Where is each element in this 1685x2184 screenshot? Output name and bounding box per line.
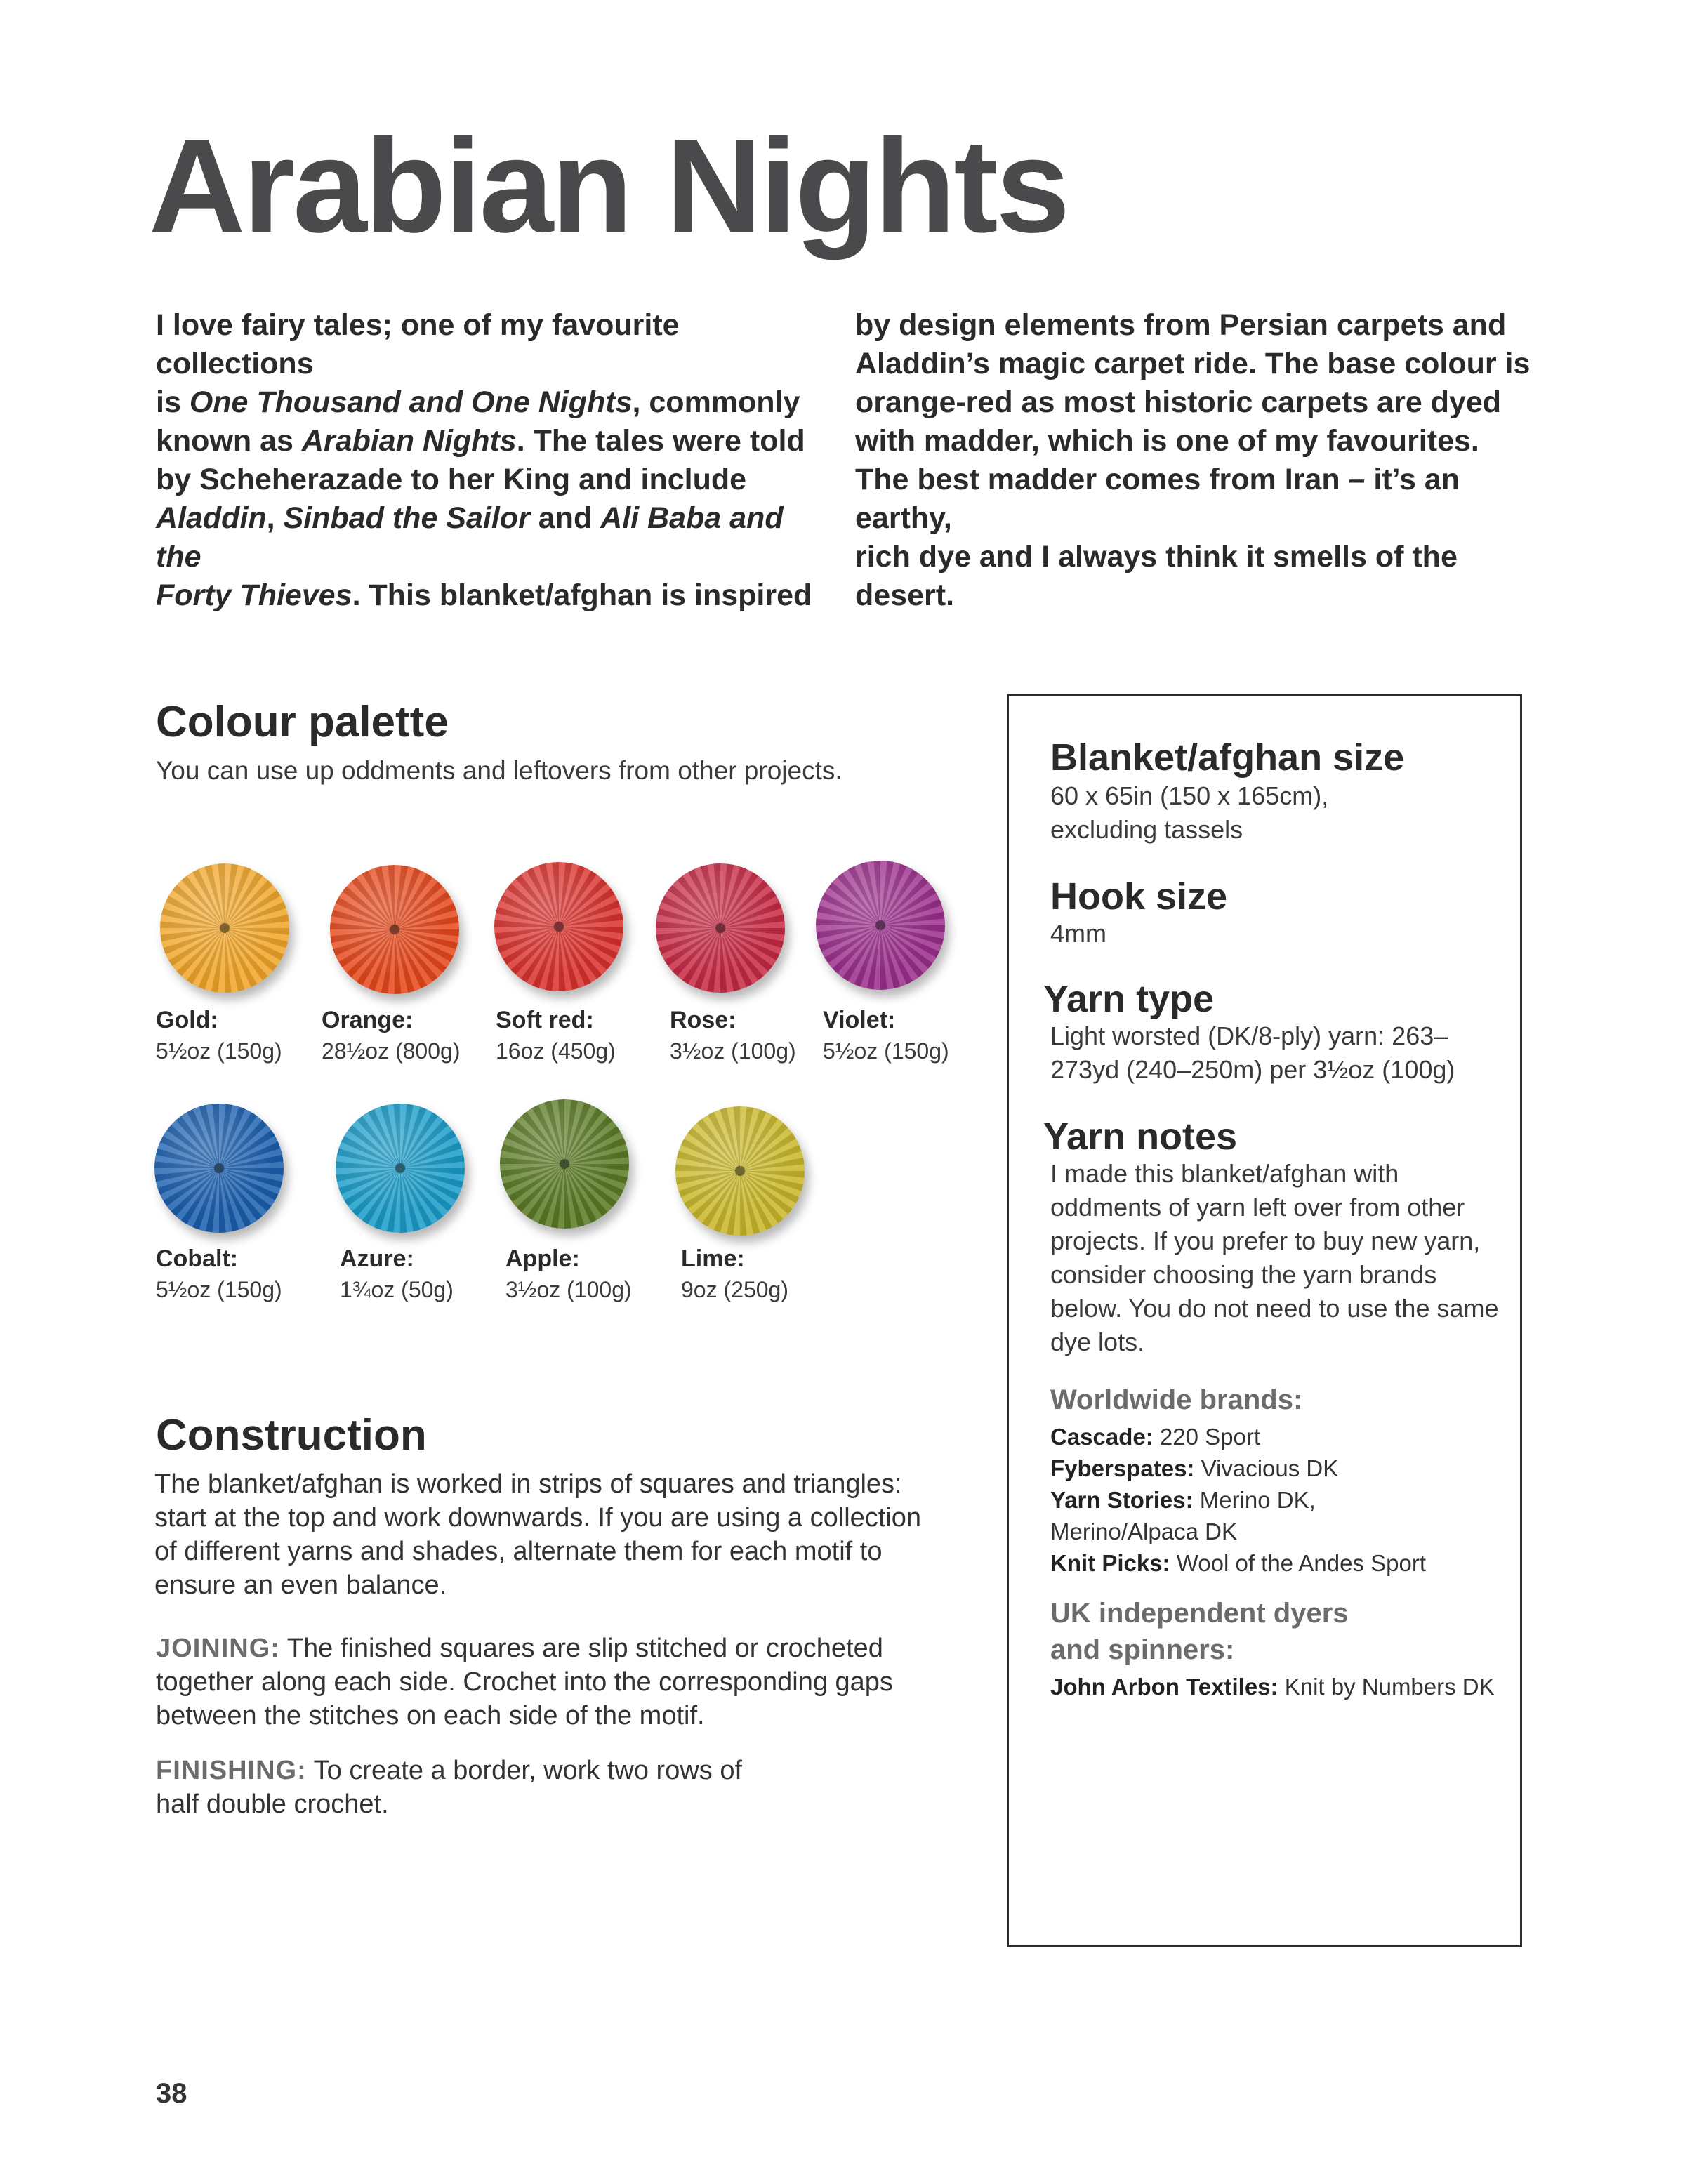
swatch-label-rose [670,1007,796,1064]
list-item [1050,1452,1500,1484]
intro-line [855,306,1550,345]
intro-title-italic: Arabian Nights [301,424,517,458]
swatch-apple-yarn-disc [500,1099,629,1229]
brand-product: Wool of the Andes Sport [1170,1550,1426,1576]
finishing-paragraph [156,1754,774,1821]
intro-title-italic: Aladdin [156,501,267,535]
intro-text: . This blanket/afghan is inspired [352,578,812,612]
intro-text: and [529,501,601,535]
swatch-quantity: 9oz (250g) [681,1277,788,1302]
swatch-cobalt-yarn-disc [154,1104,284,1233]
intro-text: The best madder comes from Iran – it’s an earthy, [855,463,1460,535]
swatch-name: Cobalt: [156,1245,239,1272]
uk-dyers-heading: UK independent dyers and spinners: [1050,1598,1349,1665]
intro-line [156,422,830,461]
intro-column-1 [156,306,830,615]
swatch-label-lime [681,1245,788,1303]
brand-product: Knit by Numbers DK [1278,1674,1495,1700]
hook-size-heading: Hook size [1050,875,1228,918]
intro-text: , commonly [632,385,800,419]
yarn-notes-text: I made this blanket/afghan with oddments of yarn left over from other projects. If you prefer to buy new yarn, consider choosing the yarn brands below. You do not need to use the same dye lots. [1050,1159,1499,1356]
swatch-label-cobalt [156,1245,282,1303]
swatch-gold [160,863,289,993]
swatch-label-soft-red [496,1007,616,1064]
swatch-label-azure [340,1245,454,1303]
intro-text: Aladdin’s magic carpet ride. The base colour is [855,347,1531,380]
swatch-orange [330,865,459,994]
intro-text: known as [156,424,302,458]
intro-text: I love fairy tales; one of my favourite collections [156,308,680,380]
intro-text: . The tales were told [516,424,805,458]
intro-text: is [156,385,190,419]
list-item [1050,1484,1345,1547]
swatch-rose-yarn-disc [656,863,785,993]
swatch-quantity: 5½oz (150g) [156,1277,282,1302]
intro-line [855,383,1550,422]
swatch-azure [336,1104,465,1233]
intro-line [855,538,1550,615]
joining-text: The finished squares are slip stitched or crocheted together along each side. Crochet into the corresponding gaps between the stitches on each side of the motif. [156,1634,893,1730]
construction-heading: Construction [156,1411,427,1460]
page-number: 38 [156,2078,187,2109]
swatch-name: Orange: [322,1007,414,1033]
swatch-orange-yarn-disc [330,865,459,994]
swatch-rose [656,863,785,993]
intro-line [156,306,830,383]
swatch-quantity: 3½oz (100g) [505,1277,632,1302]
intro-line [156,383,830,422]
intro-line [156,499,830,576]
yarn-type-text: Light worsted (DK/8-ply) yarn: 263–273yd (240–250m) per 3½oz (100g) [1050,1021,1455,1084]
intro-line [156,461,830,499]
joining-label: JOINING: [156,1634,280,1663]
intro-title-italic: Ali Baba and the [156,501,784,574]
yarn-notes-heading: Yarn notes [1043,1116,1238,1158]
worldwide-brands-heading: Worldwide brands: [1050,1384,1303,1415]
swatch-azure-yarn-disc [336,1104,465,1233]
finishing-label: FINISHING: [156,1756,307,1785]
brand-name: Yarn Stories: [1050,1487,1194,1513]
page-title: Arabian Nights [149,112,1069,260]
intro-text: , [266,501,284,535]
intro-text: by Scheherazade to her King and include [156,463,747,496]
intro-title-italic: Sinbad the Sailor [283,501,530,535]
swatch-violet-yarn-disc [816,861,945,990]
list-item [1050,1421,1500,1452]
brand-name: Knit Picks: [1050,1550,1170,1576]
swatch-violet [816,861,945,990]
intro-title-italic: Forty Thieves [156,578,352,612]
swatch-quantity: 3½oz (100g) [670,1038,796,1064]
brand-product: 220 Sport [1153,1424,1261,1450]
swatch-label-gold [156,1007,282,1064]
swatch-name: Soft red: [496,1007,594,1033]
intro-line [855,461,1550,538]
swatch-quantity: 16oz (450g) [496,1038,616,1064]
swatch-apple [500,1099,629,1229]
swatch-quantity: 5½oz (150g) [823,1038,949,1064]
intro-text: orange-red as most historic carpets are dyed [855,385,1502,419]
swatch-soft-red-yarn-disc [494,862,623,991]
hook-size-text: 4mm [1050,919,1106,948]
intro-line [156,576,830,615]
swatch-name: Apple: [505,1245,580,1272]
intro-line [855,345,1550,383]
construction-text: The blanket/afghan is worked in strips of squares and triangles: start at the top and work downwards. If you are using a collection of different yarns and shades, alternate them for each motif to ensure an even balance. [154,1469,922,1600]
swatch-label-violet [823,1007,949,1064]
blanket-size-text: 60 x 65in (150 x 165cm), excluding tassels [1050,781,1329,844]
swatch-label-apple [505,1245,632,1303]
brand-name: Cascade: [1050,1424,1154,1450]
swatch-cobalt [154,1104,284,1233]
intro-text: with madder, which is one of my favourites. [855,424,1479,458]
intro-text: by design elements from Persian carpets and [855,308,1507,342]
yarn-type-heading: Yarn type [1043,978,1215,1020]
brand-name: John Arbon Textiles: [1050,1674,1278,1700]
swatch-quantity: 1¾oz (50g) [340,1277,454,1302]
swatch-name: Rose: [670,1007,736,1033]
uk-brands-list [1050,1671,1500,1702]
intro-title-italic: One Thousand and One Nights [189,385,633,419]
brand-product: Merino DK, Merino/Alpaca DK [1050,1487,1316,1544]
swatch-quantity: 28½oz (800g) [322,1038,461,1064]
worldwide-brands-list [1050,1421,1500,1579]
swatch-soft-red [494,862,623,991]
brand-name: Fyberspates: [1050,1455,1195,1481]
swatch-label-orange [322,1007,460,1064]
swatch-name: Lime: [681,1245,745,1272]
colour-palette-subtitle: You can use up oddments and leftovers from other projects. [156,756,842,785]
swatch-lime [675,1106,805,1236]
list-item [1050,1671,1500,1702]
colour-palette-heading: Colour palette [156,698,449,746]
brand-product: Vivacious DK [1194,1455,1339,1481]
swatch-lime-yarn-disc [675,1106,805,1236]
intro-line [855,422,1550,461]
swatch-name: Azure: [340,1245,414,1272]
intro-column-2 [855,306,1550,615]
swatch-gold-yarn-disc [160,863,289,993]
swatch-quantity: 5½oz (150g) [156,1038,282,1064]
joining-paragraph [156,1632,914,1733]
finishing-text: To create a border, work two rows of half double crochet. [156,1756,743,1819]
intro-text: rich dye and I always think it smells of the desert. [855,540,1458,612]
list-item [1050,1547,1500,1579]
blanket-size-heading: Blanket/afghan size [1050,736,1405,779]
swatch-name: Gold: [156,1007,218,1033]
swatch-name: Violet: [823,1007,896,1033]
